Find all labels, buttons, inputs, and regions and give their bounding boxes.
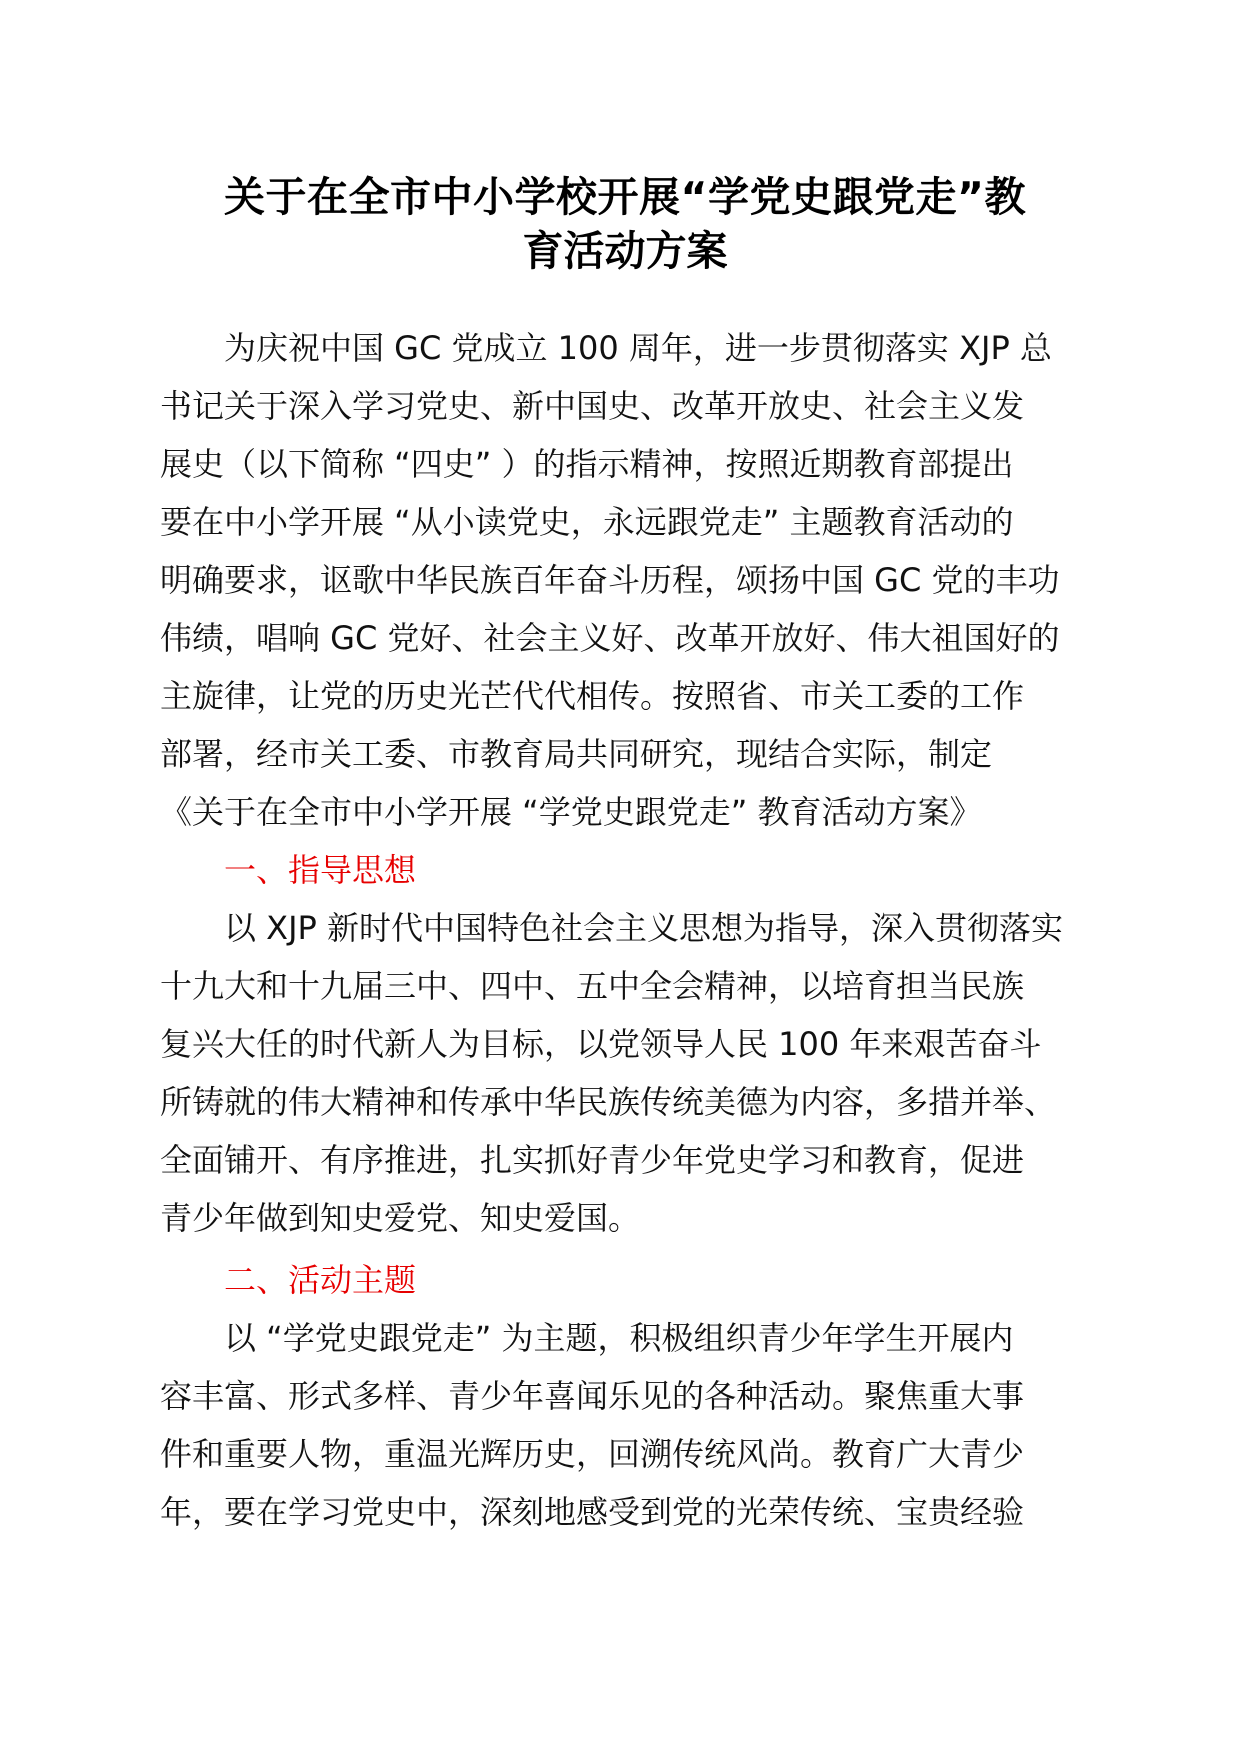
- paragraph-line: 件和重要人物，重温光辉历史，回溯传统风尚。教育广大青少: [160, 1435, 1025, 1473]
- paragraph-line: 《关于在全市中小学开展 “学党史跟党走” 教育活动方案》: [160, 793, 982, 831]
- intro-paragraph: [160, 319, 1090, 841]
- paragraph-line: 展史（以下简称 “四史” ）的指示精神，按照近期教育部提出: [160, 445, 1014, 483]
- document-body: [160, 319, 1090, 1541]
- paragraph-line: 要在中小学开展 “从小读党史，永远跟党走” 主题教育活动的: [160, 503, 1014, 541]
- paragraph-line: 明确要求，讴歌中华民族百年奋斗历程，颂扬中国 GC 党的丰功: [160, 561, 1060, 599]
- paragraph-line: 十九大和十九届三中、四中、五中全会精神，以培育担当民族: [160, 967, 1025, 1005]
- paragraph-line: 容丰富、形式多样、青少年喜闻乐见的各种活动。聚焦重大事: [160, 1377, 1025, 1415]
- paragraph-line: 以 XJP 新时代中国特色社会主义思想为指导，深入贯彻落实: [224, 909, 1064, 947]
- title-line-1: 关于在全市中小学校开展“学党史跟党走”教: [224, 173, 1026, 221]
- paragraph-line: 为庆祝中国 GC 党成立 100 周年，进一步贯彻落实 XJP 总: [224, 329, 1052, 367]
- paragraph-line: 所铸就的伟大精神和传承中华民族传统美德为内容，多措并举、: [160, 1083, 1057, 1121]
- section-heading-guiding-thought: 一、指导思想: [224, 851, 417, 889]
- paragraph-line: 复兴大任的时代新人为目标，以党领导人民 100 年来艰苦奋斗: [160, 1025, 1042, 1063]
- paragraph-line: 全面铺开、有序推进，扎实抓好青少年党史学习和教育，促进: [160, 1141, 1025, 1179]
- paragraph-line: 主旋律，让党的历史光芒代代相传。按照省、市关工委的工作: [160, 677, 1025, 715]
- document-page: [160, 170, 1090, 1541]
- paragraph-line: 书记关于深入学习党史、新中国史、改革开放史、社会主义发: [160, 387, 1025, 425]
- paragraph-line: 伟绩，唱响 GC 党好、社会主义好、改革开放好、伟大祖国好的: [160, 619, 1060, 657]
- document-title: [160, 170, 1090, 278]
- paragraph-line: 青少年做到知史爱党、知史爱国。: [160, 1199, 641, 1237]
- paragraph-line: 以 “学党史跟党走” 为主题，积极组织青少年学生开展内: [224, 1319, 1014, 1357]
- section-1-paragraph: [160, 899, 1090, 1247]
- title-line-2: 育活动方案: [522, 227, 728, 275]
- paragraph-line: 年，要在学习党史中，深刻地感受到党的光荣传统、宝贵经验: [160, 1493, 1025, 1531]
- section-heading-activity-theme: 二、活动主题: [224, 1261, 417, 1299]
- paragraph-line: 部署，经市关工委、市教育局共同研究，现结合实际，制定: [160, 735, 993, 773]
- section-2-paragraph: [160, 1309, 1090, 1541]
